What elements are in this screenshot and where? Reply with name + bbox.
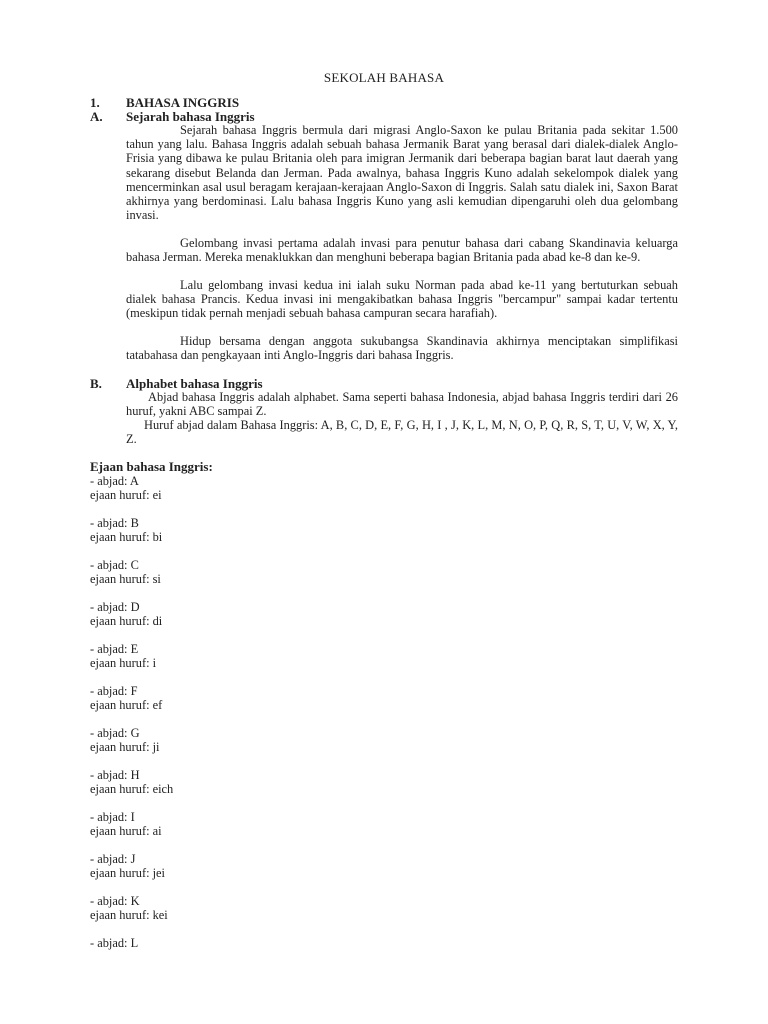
section-b-paragraph-2: Huruf abjad dalam Bahasa Inggris: A, B, C, D, E, F, G, H, I , J, K, L, M, N, O, P, Q, R, S, T, U, V, W, X, Y, Z. <box>126 418 678 447</box>
ejaan-line: ejaan huruf: eich <box>90 782 174 796</box>
list-item <box>90 516 490 558</box>
section-b-paragraph-1: Abjad bahasa Inggris adalah alphabet. Sama seperti bahasa Indonesia, abjad bahasa Inggris terdiri dari 26 huruf, yakni ABC sampai Z. <box>126 390 678 419</box>
ejaan-line: ejaan huruf: i <box>90 656 157 670</box>
section-1-heading <box>90 95 239 110</box>
section-1-title: BAHASA INGGRIS <box>126 95 240 110</box>
ejaan-line: ejaan huruf: kei <box>90 908 168 922</box>
list-item <box>90 936 490 978</box>
list-item <box>90 726 490 768</box>
section-b-title: Alphabet bahasa Inggris <box>126 376 263 391</box>
abjad-line: - abjad: H <box>90 768 140 782</box>
section-a-title: Sejarah bahasa Inggris <box>126 109 255 124</box>
ejaan-line: ejaan huruf: jei <box>90 866 165 880</box>
ejaan-line: ejaan huruf: di <box>90 614 163 628</box>
section-1-number: 1. <box>90 95 100 110</box>
list-item <box>90 474 490 516</box>
section-a-paragraph-2: Gelombang invasi pertama adalah invasi para penutur bahasa dari cabang Skandinavia keluarga bahasa Jerman. Mereka menaklukkan dan menghuni beberapa bagian Britania pada abad ke-8 dan ke-9. <box>126 236 678 265</box>
ejaan-line: ejaan huruf: ai <box>90 824 162 838</box>
abjad-line: - abjad: K <box>90 894 140 908</box>
list-item <box>90 810 490 852</box>
document-title: SEKOLAH BAHASA <box>323 70 445 85</box>
list-item <box>90 852 490 894</box>
ejaan-line: ejaan huruf: ef <box>90 698 163 712</box>
list-item <box>90 600 490 642</box>
section-a-paragraph-1: Sejarah bahasa Inggris bermula dari migrasi Anglo-Saxon ke pulau Britania pada sekitar 1.500 tahun yang lalu. Bahasa Inggris adalah sebuah bahasa Jermanik Barat yang berasal dari dialek-dialek Anglo-Frisia yang dibawa ke pulau Britania oleh para imigran Jermanik dari beberapa bagian barat laut daerah yang sekarang disebut Belanda dan Jerman. Pada awalnya, bahasa Inggris Kuno adalah sekelompok dialek yang mencerminkan asal usul beragam kerajaan-kerajaan Anglo-Saxon di Inggris. Salah satu dialek ini, Saxon Barat akhirnya yang berdominasi. Lalu bahasa Inggris Kuno yang asli kemudian dipengaruhi oleh dua gelombang invasi. <box>126 123 678 223</box>
section-b-letter: B. <box>90 376 102 391</box>
section-a-paragraph-4: Hidup bersama dengan anggota sukubangsa Skandinavia akhirnya menciptakan simplifikasi tatabahasa dan pengkayaan inti Anglo-Inggris dari bahasa Inggris. <box>126 334 678 363</box>
list-item <box>90 768 490 810</box>
abjad-line: - abjad: L <box>90 936 139 950</box>
abjad-line: - abjad: C <box>90 558 139 572</box>
abjad-line: - abjad: B <box>90 516 139 530</box>
abjad-line: - abjad: I <box>90 810 135 824</box>
abjad-line: - abjad: A <box>90 474 139 488</box>
ejaan-line: ejaan huruf: si <box>90 572 161 586</box>
section-a-paragraph-3: Lalu gelombang invasi kedua ini ialah suku Norman pada abad ke-11 yang bertuturkan sebuah dialek bahasa Prancis. Kedua invasi ini mengakibatkan bahasa Inggris "bercampur" sampai kadar tertentu (meskipun tidak pernah menjadi sebuah bahasa campuran secara harafiah). <box>126 278 678 321</box>
spelling-heading: Ejaan bahasa Inggris: <box>90 459 213 474</box>
abjad-line: - abjad: F <box>90 684 138 698</box>
list-item <box>90 684 490 726</box>
spelling-list <box>90 474 490 978</box>
abjad-line: - abjad: D <box>90 600 140 614</box>
list-item <box>90 642 490 684</box>
abjad-line: - abjad: G <box>90 726 140 740</box>
list-item <box>90 894 490 936</box>
ejaan-line: ejaan huruf: bi <box>90 530 163 544</box>
section-a-letter: A. <box>90 109 103 124</box>
ejaan-line: ejaan huruf: ei <box>90 488 162 502</box>
abjad-line: - abjad: J <box>90 852 136 866</box>
section-a-heading <box>90 109 255 124</box>
section-b-heading <box>90 376 263 391</box>
ejaan-line: ejaan huruf: ji <box>90 740 160 754</box>
list-item <box>90 558 490 600</box>
abjad-line: - abjad: E <box>90 642 139 656</box>
